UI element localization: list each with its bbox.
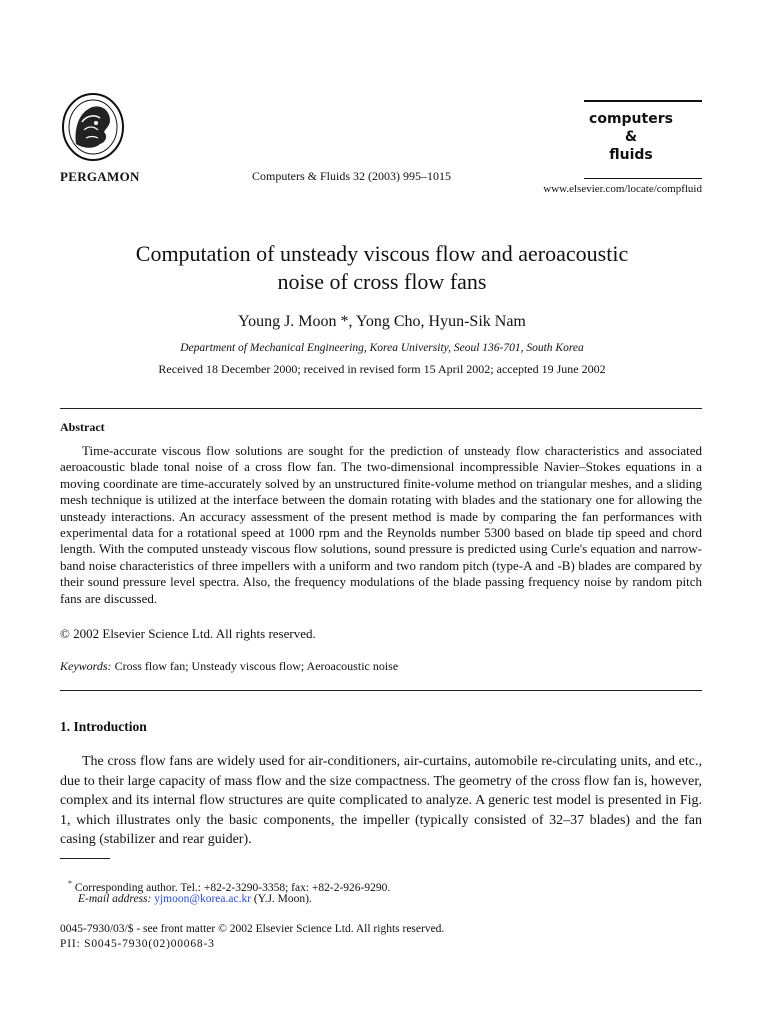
abstract-heading: Abstract [60,420,105,434]
journal-url[interactable]: www.elsevier.com/locate/compfluid [543,183,702,195]
title-line-1: Computation of unsteady viscous flow and aeroacoustic [135,241,629,266]
author-list: Young J. Moon *, Yong Cho, Hyun-Sik Nam [238,313,526,330]
brand-rule-bottom [584,178,702,179]
brand-rule-top [584,100,702,102]
abstract-body: Time-accurate viscous flow solutions are sought for the prediction of unsteady flow characteristics and associated aeroacoustic blade tonal noise of a cross flow fan. The two-dimensional incompressible Navier–Stokes equations in a moving coordinate are time-accurately solved by an unstructured finite-volume method on triangular meshes, and a sliding mesh technique is utilized at the interface between the domain rotating with blades and the stationary one for allowing the unsteady interactions. An accuracy assessment of the present method is made by comparing the fan performances with experimental data for a rotational speed at 1000 rpm and the Reynolds number 5300 based on blade tip speed and chord length. With the computed unsteady viscous flow solutions, sound pressure is predicted using Curle's equation and narrow-band noise characteristics of three impellers with a uniform and two random pitch (type-A and -B) blades are compared by their sound pressure level spectra. Also, the frequency modulations of the blade passing frequency noise by random pitch fans are discussed. [60,443,702,606]
footnote-email [78,893,312,905]
footnote-corresponding [68,879,390,894]
divider-bottom [60,690,702,691]
email-label: E-mail address: [78,893,152,905]
publisher-emblem-icon [60,92,126,166]
journal-brand [560,110,702,164]
keywords-values: Cross flow fan; Unsteady viscous flow; Aeroacoustic noise [114,659,399,673]
paper-title [60,240,704,296]
keywords-label: Keywords: [60,659,112,673]
section-heading-introduction: 1. Introduction [60,719,147,734]
brand-line-3: fluids [609,147,653,163]
affiliation: Department of Mechanical Engineering, Korea University, Seoul 136-701, South Korea [180,342,584,354]
journal-reference: Computers & Fluids 32 (2003) 995–1015 [252,169,452,183]
brand-line-1: computers [589,111,673,127]
footnote-mark: * [68,879,72,888]
front-matter-notice: 0045-7930/03/$ - see front matter © 2002 Elsevier Science Ltd. All rights reserved. [60,923,445,935]
publisher-name: PERGAMON [60,169,140,184]
divider-top [60,408,702,409]
brand-line-2: & [624,129,638,145]
footnote-corresponding-text: Corresponding author. Tel.: +82-2-3290-3358; fax: +82-2-926-9290. [74,881,391,894]
email-link[interactable]: yjmoon@korea.ac.kr [154,893,252,905]
pii-identifier: PII: S0045-7930(02)00068-3 [60,938,215,950]
email-suffix: (Y.J. Moon). [253,893,312,905]
title-line-2: noise of cross flow fans [277,269,487,294]
abstract-copyright: © 2002 Elsevier Science Ltd. All rights reserved. [60,626,316,641]
introduction-paragraph: The cross flow fans are widely used for air-conditioners, air-curtains, automobile re-circulating units, and etc., due to their large capacity of mass flow and the size compactness. The geometry of the cross flow fan is, however, complex and its internal flow structures are quite complicated to analyze. A generic test model is presented in Fig. 1, which illustrates only the basic components, the impeller (typically consisted of 32–37 blades) and the fan casing (stabilizer and rear guider). [60,754,702,848]
keywords [60,659,398,674]
footnote-rule [60,858,110,859]
received-dates: Received 18 December 2000; received in revised form 15 April 2002; accepted 19 June 2002 [158,362,606,376]
